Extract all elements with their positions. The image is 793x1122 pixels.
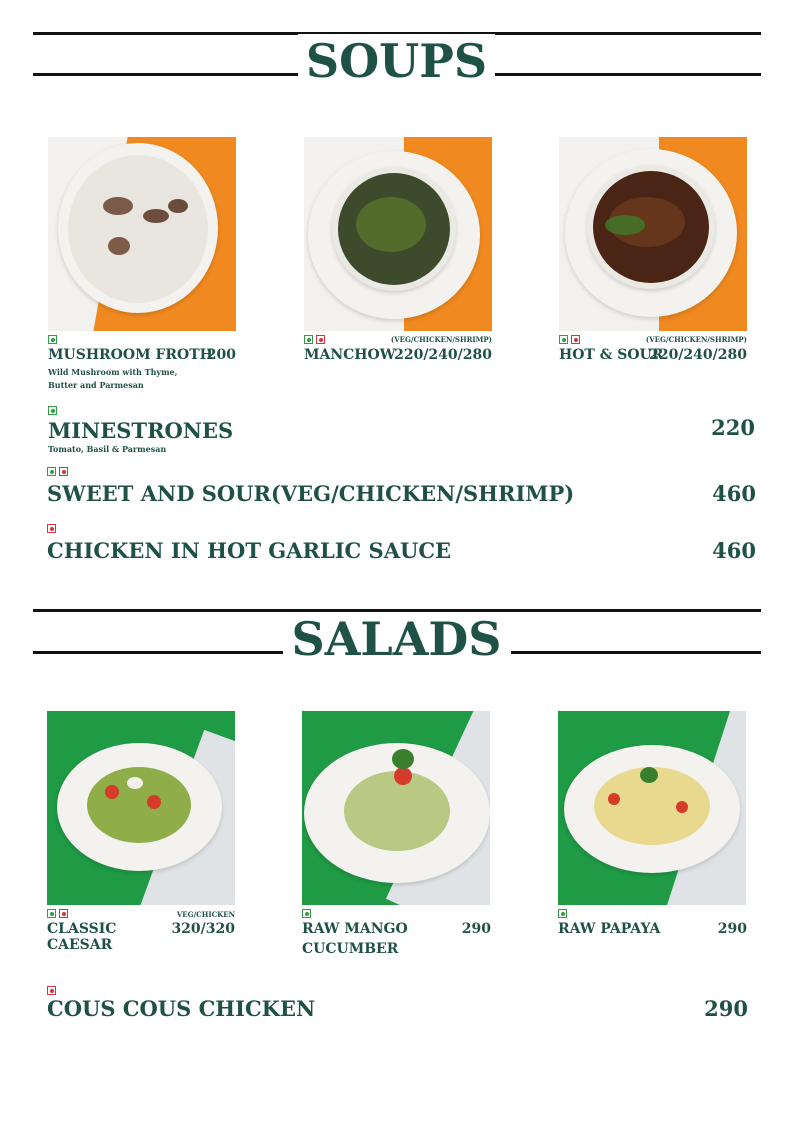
chicken-hot-garlic-diet-icons: [47, 524, 56, 533]
raw-mango-cucumber-price: 290: [461, 921, 491, 937]
veg-icon: [302, 909, 311, 918]
veg-icon: [558, 909, 567, 918]
raw-mango-cucumber-name-line1: RAW MANGO: [302, 921, 408, 937]
sweet-and-sour-name: SWEET AND SOUR(VEG/CHICKEN/SHRIMP): [47, 481, 575, 506]
chicken-hot-garlic-name: CHICKEN IN HOT GARLIC SAUCE: [47, 538, 452, 563]
mushroom-froth-photo: [48, 137, 236, 331]
raw-papaya-price: 290: [717, 921, 747, 937]
minestrones-name: MINESTRONES: [48, 418, 234, 443]
raw-mango-cucumber-photo: [302, 711, 490, 905]
chicken-hot-garlic-price: 460: [712, 538, 756, 563]
veg-icon: [47, 467, 56, 476]
non-veg-icon: [59, 467, 68, 476]
veg-icon: [559, 335, 568, 344]
veg-icon: [47, 909, 56, 918]
classic-caesar-photo: [47, 711, 235, 905]
minestrones-desc: Tomato, Basil & Parmesan: [48, 444, 167, 454]
mushroom-froth-desc-line1: Wild Mushroom with Thyme,: [48, 367, 178, 377]
raw-mango-cucumber-name-line2: CUCUMBER: [302, 941, 399, 957]
veg-icon: [304, 335, 313, 344]
hot-and-sour-diet-icons: [559, 335, 580, 344]
mushroom-froth-diet-icons: [48, 335, 57, 344]
minestrones-diet-icons: [48, 406, 57, 415]
minestrones-price: 220: [711, 415, 755, 440]
classic-caesar-name-line1: CLASSIC: [47, 921, 117, 937]
cous-cous-chicken-diet-icons: [47, 986, 56, 995]
raw-papaya-photo: [558, 711, 746, 905]
mushroom-froth-desc-line2: Butter and Parmesan: [48, 380, 144, 390]
non-veg-icon: [59, 909, 68, 918]
sweet-and-sour-price: 460: [712, 481, 756, 506]
non-veg-icon: [47, 986, 56, 995]
soups-title: SOUPS: [0, 38, 793, 84]
classic-caesar-variant: VEG/CHICKEN: [176, 910, 235, 919]
non-veg-icon: [316, 335, 325, 344]
hot-and-sour-name: HOT & SOUR: [559, 347, 664, 363]
manchow-price: 220/240/280: [394, 347, 492, 363]
manchow-diet-icons: [304, 335, 325, 344]
hot-and-sour-variant: (VEG/CHICKEN/SHRIMP): [645, 335, 747, 344]
mushroom-froth-price: 200: [206, 347, 236, 363]
raw-papaya-diet-icons: [558, 909, 567, 918]
cous-cous-chicken-price: 290: [704, 996, 748, 1021]
veg-icon: [48, 335, 57, 344]
hot-and-sour-photo: [559, 137, 747, 331]
manchow-name: MANCHOW: [304, 347, 396, 363]
sweet-and-sour-diet-icons: [47, 467, 68, 476]
raw-papaya-name: RAW PAPAYA: [558, 921, 661, 937]
classic-caesar-name-line2: CAESAR: [47, 937, 113, 953]
manchow-variant: (VEG/CHICKEN/SHRIMP): [390, 335, 492, 344]
cous-cous-chicken-name: COUS COUS CHICKEN: [47, 996, 316, 1021]
classic-caesar-price: 320/320: [171, 921, 235, 937]
mushroom-froth-name: MUSHROOM FROTH: [48, 347, 213, 363]
veg-icon: [48, 406, 57, 415]
salads-title: SALADS: [0, 616, 793, 662]
manchow-photo: [304, 137, 492, 331]
classic-caesar-diet-icons: [47, 909, 68, 918]
hot-and-sour-price: 220/240/280: [649, 347, 747, 363]
raw-mango-cucumber-diet-icons: [302, 909, 311, 918]
non-veg-icon: [571, 335, 580, 344]
non-veg-icon: [47, 524, 56, 533]
